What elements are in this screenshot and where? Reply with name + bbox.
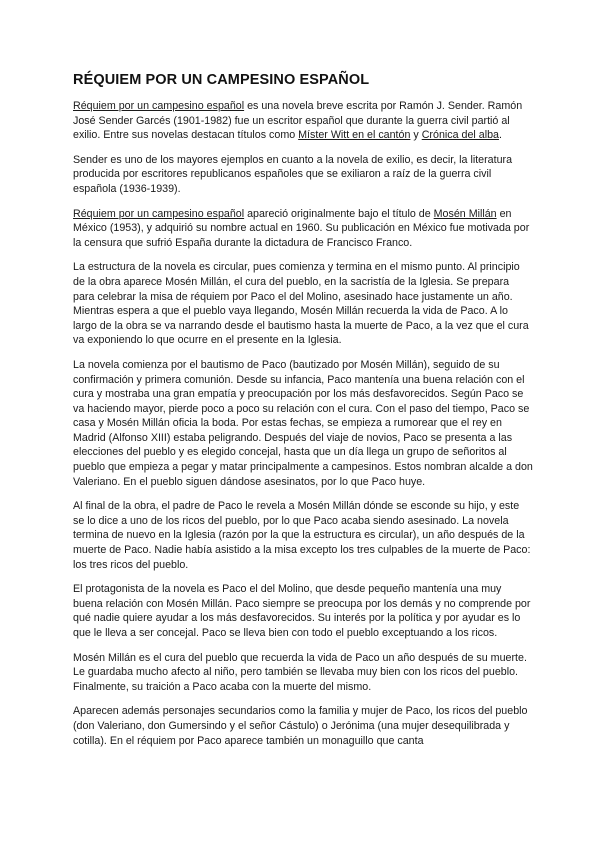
- paragraph-exilio: Sender es uno de los mayores ejemplos en cuanto a la novela de exilio, es decir, la literatura producida por escritores republicanos españoles que se exiliaron a raíz de la guerra civil española (1936-1939).: [73, 153, 513, 195]
- paragraph-text: apareció originalmente bajo el título de: [244, 207, 434, 220]
- paragraph-final: Al final de la obra, el padre de Paco le revela a Mosén Millán dónde se esconde su hijo, y este se lo dice a uno de los ricos del pueblo, por lo que Paco acaba siendo asesinado. La novela termina de nuevo en la Iglesia (razón por la que la estructura es circular), un año después de la muerte de Paco. Nadie había asistido a la misa excepto los tres culpables de la muerte de Paco: los tres ricos del pueblo.: [73, 500, 531, 571]
- link-cronica-del-alba[interactable]: Crónica del alba: [421, 129, 499, 142]
- link-mosen-millan[interactable]: Mosén Millán: [433, 207, 497, 220]
- paragraph-publicacion: [73, 207, 533, 251]
- paragraph-estructura: La estructura de la novela es circular, pues comienza y termina en el mismo punto. Al principio de la obra aparece Mosén Millán, el cura del pueblo, en la sacristía de la Iglesia. Se prepara para celebrar la misa de réquiem por Paco el del Molino, asesinado hace justamente un año. Mientras espera a que el pueblo vaya llegando, Mosén Millán recuerda la vida de Paco. A lo largo de la obra se va narrando desde el bautismo hasta la muerte de Paco, a la vez que el cura va exponiendo lo que ocurre en el presente en la Iglesia.: [73, 261, 529, 347]
- link-mister-witt[interactable]: Míster Witt en el cantón: [298, 129, 411, 142]
- paragraph-mosen-millan: Mosén Millán es el cura del pueblo que recuerda la vida de Paco un año después de su muerte. Le guardaba mucho afecto al niño, pero también se llevaba muy bien con los ricos del pueblo. Finalmente, su traición a Paco acaba con la muerte del mismo.: [73, 651, 527, 693]
- paragraph-argumento: La novela comienza por el bautismo de Paco (bautizado por Mosén Millán), seguido de su confirmación y primera comunión. Desde su infancia, Paco mantenía una buena relación con el cura y mostraba una gran empatía y preocupación por los más desfavorecidos. Según Paco se va haciendo mayor, pierde poco a poco su relación con el cura. Con el paso del tiempo, Paco se casa y Mosén Millán oficia la boda. Por estas fechas, se empieza a rumorear que el rey en Madrid (Alfonso XIII) estaba peligrando. Después del viaje de novios, Paco se presenta a las elecciones del pueblo y es elegido concejal, hasta que un día llega un grupo de señoritos al pueblo que empieza a pegar y matar principalmente a campesinos. Estos nombran alcalde a don Valeriano. En el pueblo siguen dándose asesinatos, por lo que Paco huye.: [73, 358, 533, 488]
- paragraph-protagonista: El protagonista de la novela es Paco el del Molino, que desde pequeño mantenía una muy buena relación con Mosén Millán. Paco siempre se preocupa por los demás y no comprende por qué nadie quiere ayudar a los más desfavorecidos. Su interés por la política y por ayudar es lo que le lleva a ser concejal. Paco se lleva bien con todo el pueblo exceptuando a los ricos.: [73, 583, 531, 639]
- paragraph-text: y: [410, 129, 422, 142]
- paragraph-text: en México (1953), y adquirió su nombre actual en 1960. Su publicación en México fue motivada por la censura que sufrió España durante la dictadura de Francisco Franco.: [73, 207, 530, 249]
- paragraph-intro: [73, 99, 533, 143]
- document-body: [73, 72, 533, 758]
- paragraph-text: .: [498, 129, 502, 142]
- link-requiem-title[interactable]: Réquiem por un campesino español: [73, 100, 245, 112]
- link-requiem-title[interactable]: Réquiem por un campesino español: [73, 207, 245, 220]
- page-title: RÉQUIEM POR UN CAMPESINO ESPAÑOL: [73, 72, 370, 88]
- paragraph-secundarios: Aparecen además personajes secundarios como la familia y mujer de Paco, los ricos del pueblo (don Valeriano, don Gumersindo y el señor Cástulo) o Jerónima (una mujer desequilibrada y cotilla). En el réquiem por Paco aparece también un monaguillo que canta: [73, 705, 528, 747]
- paragraph-text: es una novela breve escrita por Ramón J. Sender. Ramón José Sender Garcés (1901-1982) fue un escritor español que durante la guerra civil partió al exilio. Entre sus novelas destacan títulos como: [73, 100, 523, 142]
